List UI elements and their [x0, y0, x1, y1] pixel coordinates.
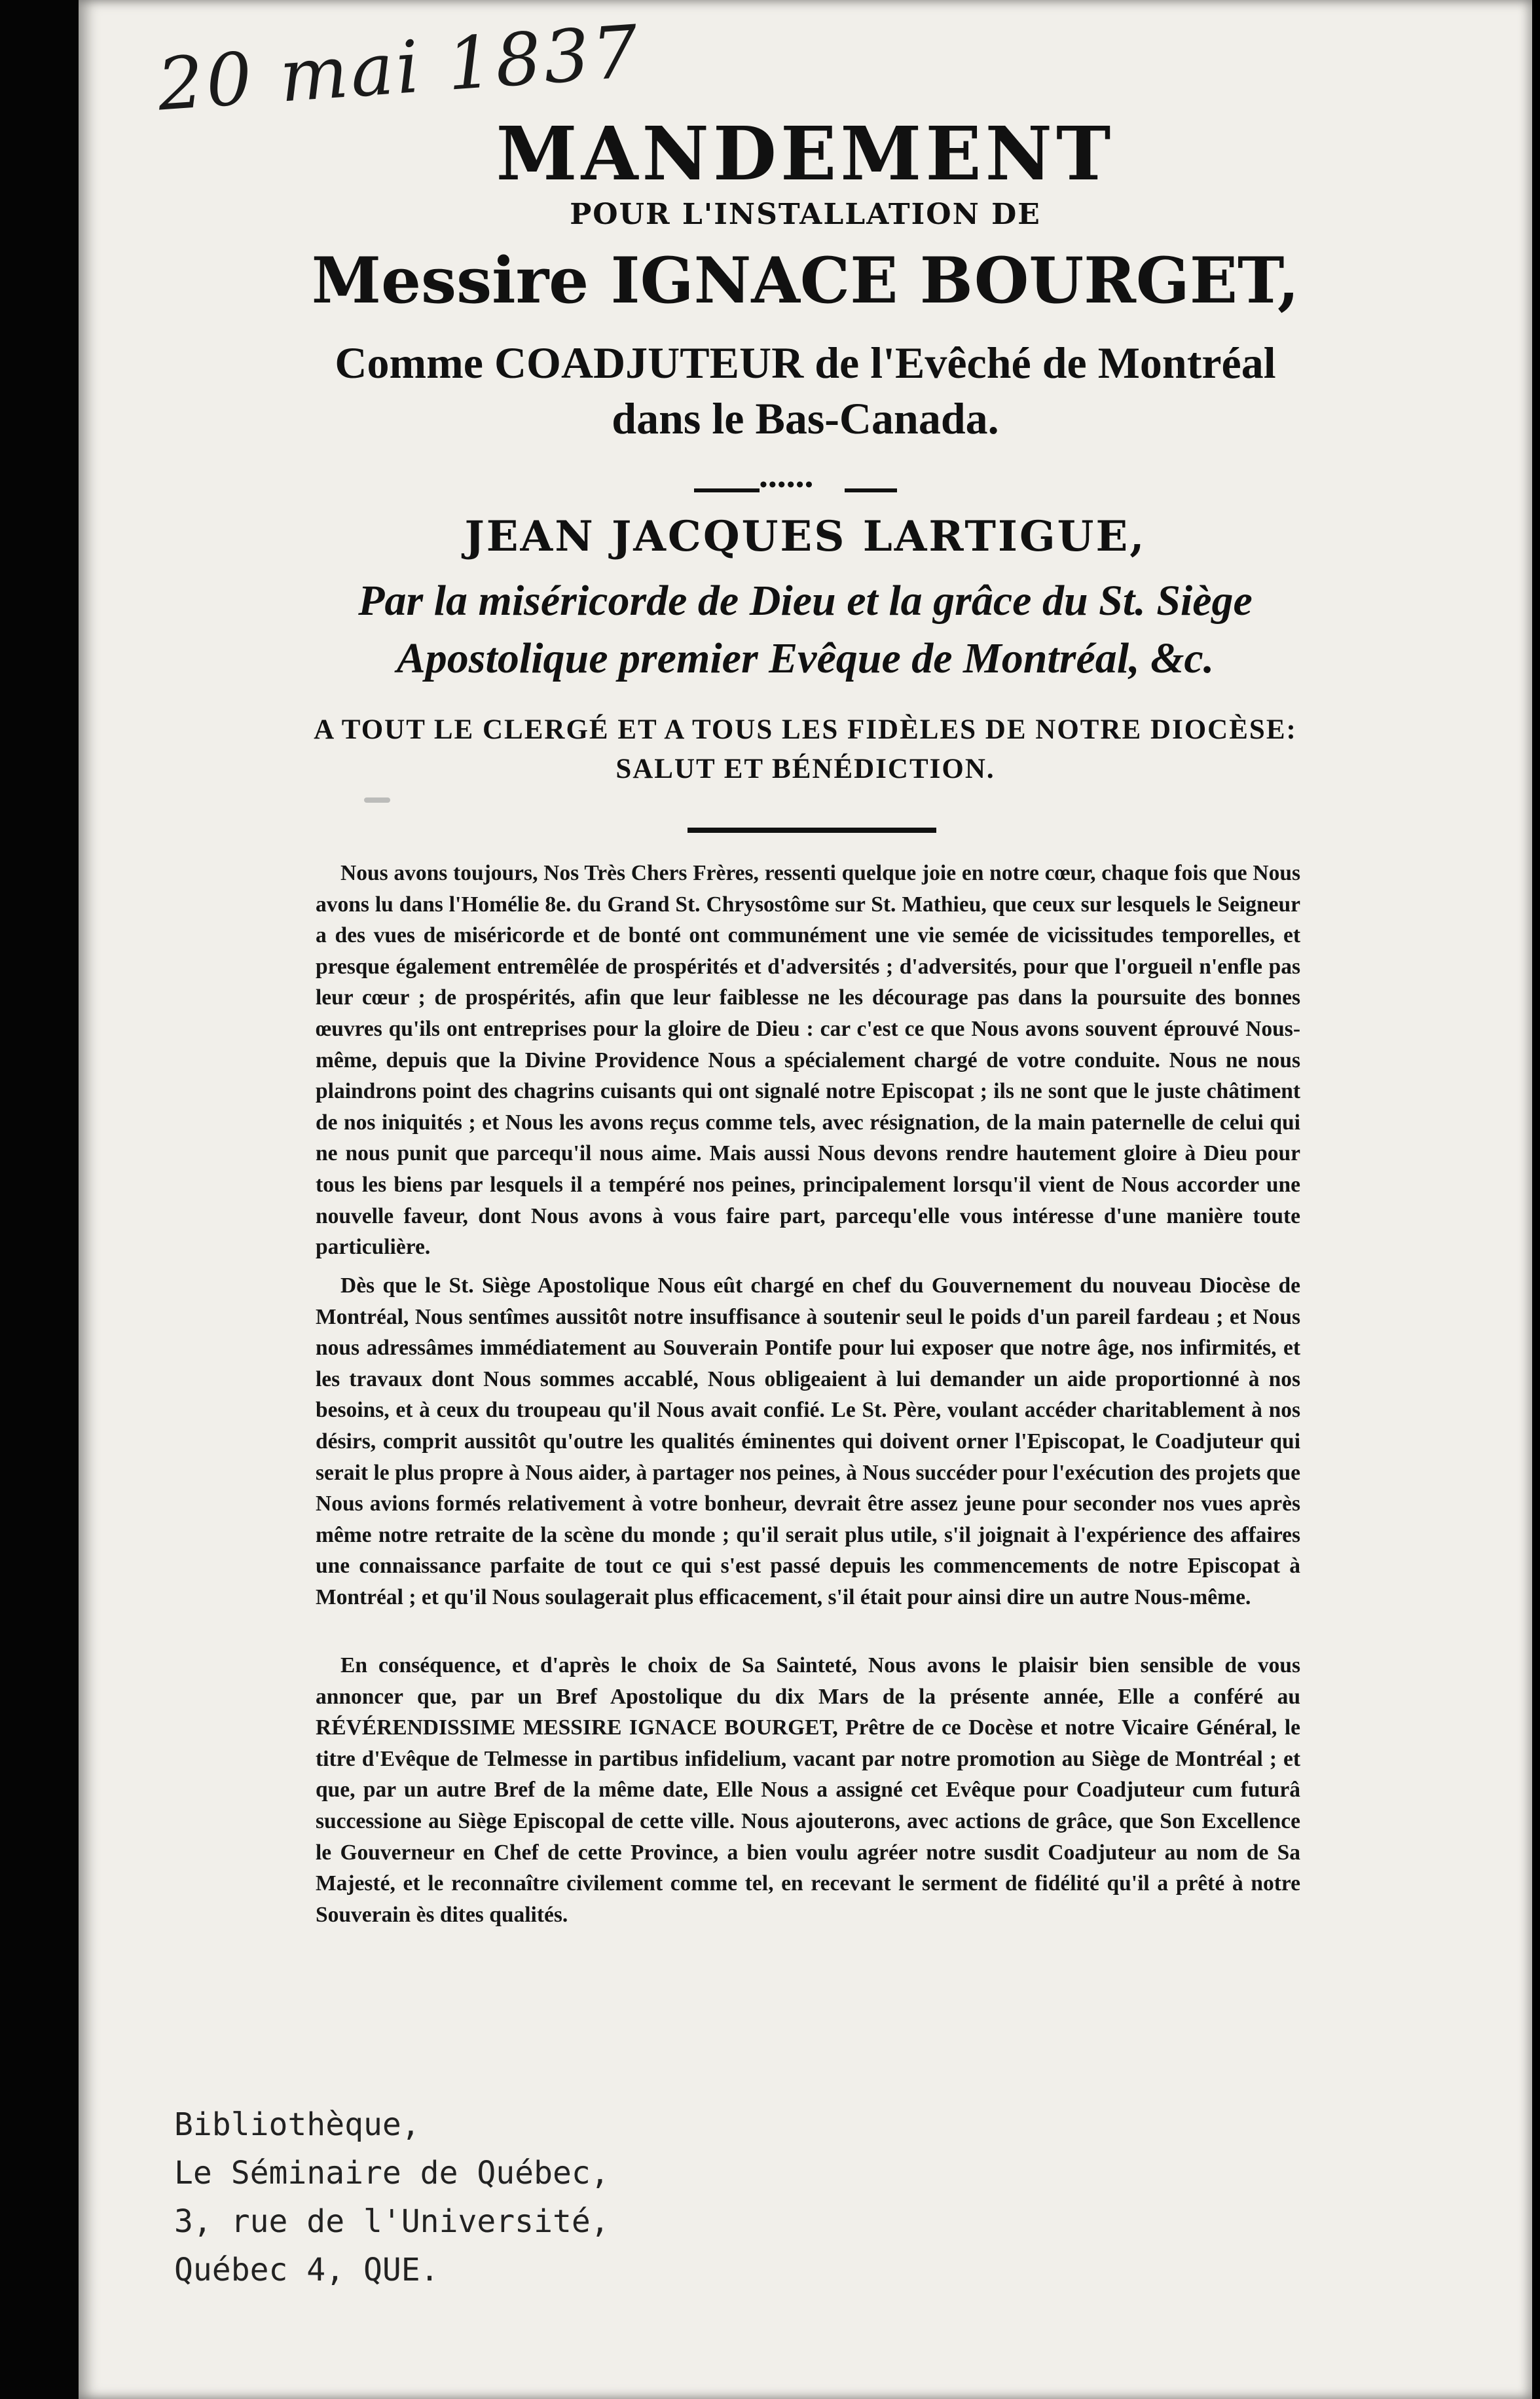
scan-border — [0, 0, 79, 2399]
author-title-1: Par la miséricorde de Dieu et la grâce du St. Siège — [358, 577, 1253, 625]
library-stamp — [174, 2100, 610, 2294]
paragraph-text: Nous avons toujours, Nos Très Chers Frères, ressenti quelque joie en notre cœur, chaque fois que Nous avons lu dans l'Homélie 8e. du Grand St. Chrysostôme sur St. Mathieu, que ceux sur lesquels le Seigneur a des vues de miséricorde et de bonté ont communément une vie semée de vicissitudes temporelles, et presque également entremêlée de prospérités et d'adversités ; d'adversités, pour que l'orgueil n'enfle pas leur cœur ; de prospérités, afin que leur faiblesse ne les décourage pas dans la poursuite des bonnes œuvres qu'ils ont entreprises pour la gloire de Dieu : car c'est ce que Nous avons souvent éprouvé Nous-même, depuis que la Divine Providence Nous a spécialement chargé de votre conduite. Nous ne nous plaindrons point des chagrins cuisants qui ont signalé notre Episcopat ; ils ne sont que le juste châtiment de nos iniquités ; et Nous les avons reçus comme tels, avec résignation, de la main paternelle de celui qui ne nous punit que parcequ'il nous aime. Mais aussi Nous devons rendre hautement gloire à Dieu pour tous les biens par lesquels il a tempéré nos peines, principalement lorsqu'il vient de Nous accorder une nouvelle faveur, dont Nous avons à vous faire part, parcequ'elle vous intéresse d'une manière toute particulière. — [316, 861, 1300, 1260]
stamp-line-2: Le Séminaire de Québec, — [174, 2155, 610, 2191]
stamp-line-1: Bibliothèque, — [174, 2106, 420, 2143]
handwritten-date: 20 mai 1837 — [155, 9, 644, 127]
document-subtitle: POUR L'INSTALLATION DE — [570, 198, 1041, 231]
address-line-2: SALUT ET BÉNÉDICTION. — [615, 754, 995, 784]
document-title: MANDEMENT — [496, 111, 1115, 197]
ornament-rule-right — [845, 488, 897, 492]
ornament-rule-left — [694, 488, 760, 492]
honoree-name: Messire IGNACE BOURGET, — [311, 244, 1300, 318]
stamp-line-4: Québec 4, QUE. — [174, 2252, 439, 2288]
ornament-dots: •••••• — [760, 473, 815, 497]
paragraph-1 — [316, 858, 1300, 1263]
address-line-1: A TOUT LE CLERGÉ ET A TOUS LES FIDÈLES DE NOTRE DIOCÈSE: — [314, 714, 1297, 745]
role-line-1: Comme COADJUTEUR de l'Evêché de Montréal — [335, 338, 1276, 388]
author-title-2: Apostolique premier Evêque de Montréal, &c. — [396, 634, 1215, 682]
stamp-line-3: 3, rue de l'Université, — [174, 2203, 610, 2240]
divider-rule — [688, 828, 936, 833]
paragraph-text: Dès que le St. Siège Apostolique Nous eût chargé en chef du Gouvernement du nouveau Diocèse de Montréal, Nous sentîmes aussitôt notre insuffisance à soutenir seul le poids d'un pareil fardeau ; et Nous nous adressâmes immédiatement au Souverain Pontife pour lui exposer que notre âge, nos infirmités, et les travaux dont Nous sommes accablé, Nous obligeaient à lui demander un aide proportionné à nos besoins, et à ceux du troupeau qu'il Nous avait confié. Le St. Père, voulant accéder charitablement à nos désirs, comprit aussitôt qu'outre les qualités éminentes qui doivent orner l'Episcopat, le Coadjuteur qui serait le plus propre à Nous aider, à partager nos peines, à Nous succéder pour l'exécution des projets que Nous avions formés relativement à votre bonheur, devrait être assez jeune pour seconder nos vues après même notre retraite de la scène du monde ; qu'il serait plus utile, s'il joignait à l'expérience des affaires une connaissance parfaite de tout ce qui s'est passé depuis les commencements de notre Episcopat à Montréal ; et qu'il Nous soulagerait plus efficacement, s'il était pour ainsi dire un autre Nous-même. — [316, 1273, 1300, 1609]
role-line-2: dans le Bas-Canada. — [612, 394, 999, 443]
paragraph-text: En conséquence, et d'après le choix de Sa Sainteté, Nous avons le plaisir bien sensible de vous annoncer que, par un Bref Apostolique du dix Mars de la présente année, Elle a conféré au RÉVÉRENDISSIME MESSIRE IGNACE BOURGET, Prêtre de ce Docèse et notre Vicaire Général, le titre d'Evêque de Telmesse in partibus infidelium, vacant par notre promotion au Siège de Montréal ; et que, par un autre Bref de la même date, Elle Nous a assigné cet Evêque pour Coadjuteur cum futurâ successione au Siège Episcopal de cette ville. Nous ajouterons, avec actions de grâce, que Son Excellence le Gouverneur en Chef de cette Province, a bien voulu agréer notre susdit Coadjuteur au nom de Sa Majesté, et le reconnaître civilement comme tel, en recevant le serment de fidélité qu'il a prêté à notre Souverain ès dites qualités. — [316, 1653, 1300, 1927]
ink-smudge — [364, 797, 390, 803]
author-name: JEAN JACQUES LARTIGUE, — [464, 512, 1146, 561]
paragraph-2 — [316, 1270, 1300, 1613]
paragraph-3 — [316, 1650, 1300, 1930]
